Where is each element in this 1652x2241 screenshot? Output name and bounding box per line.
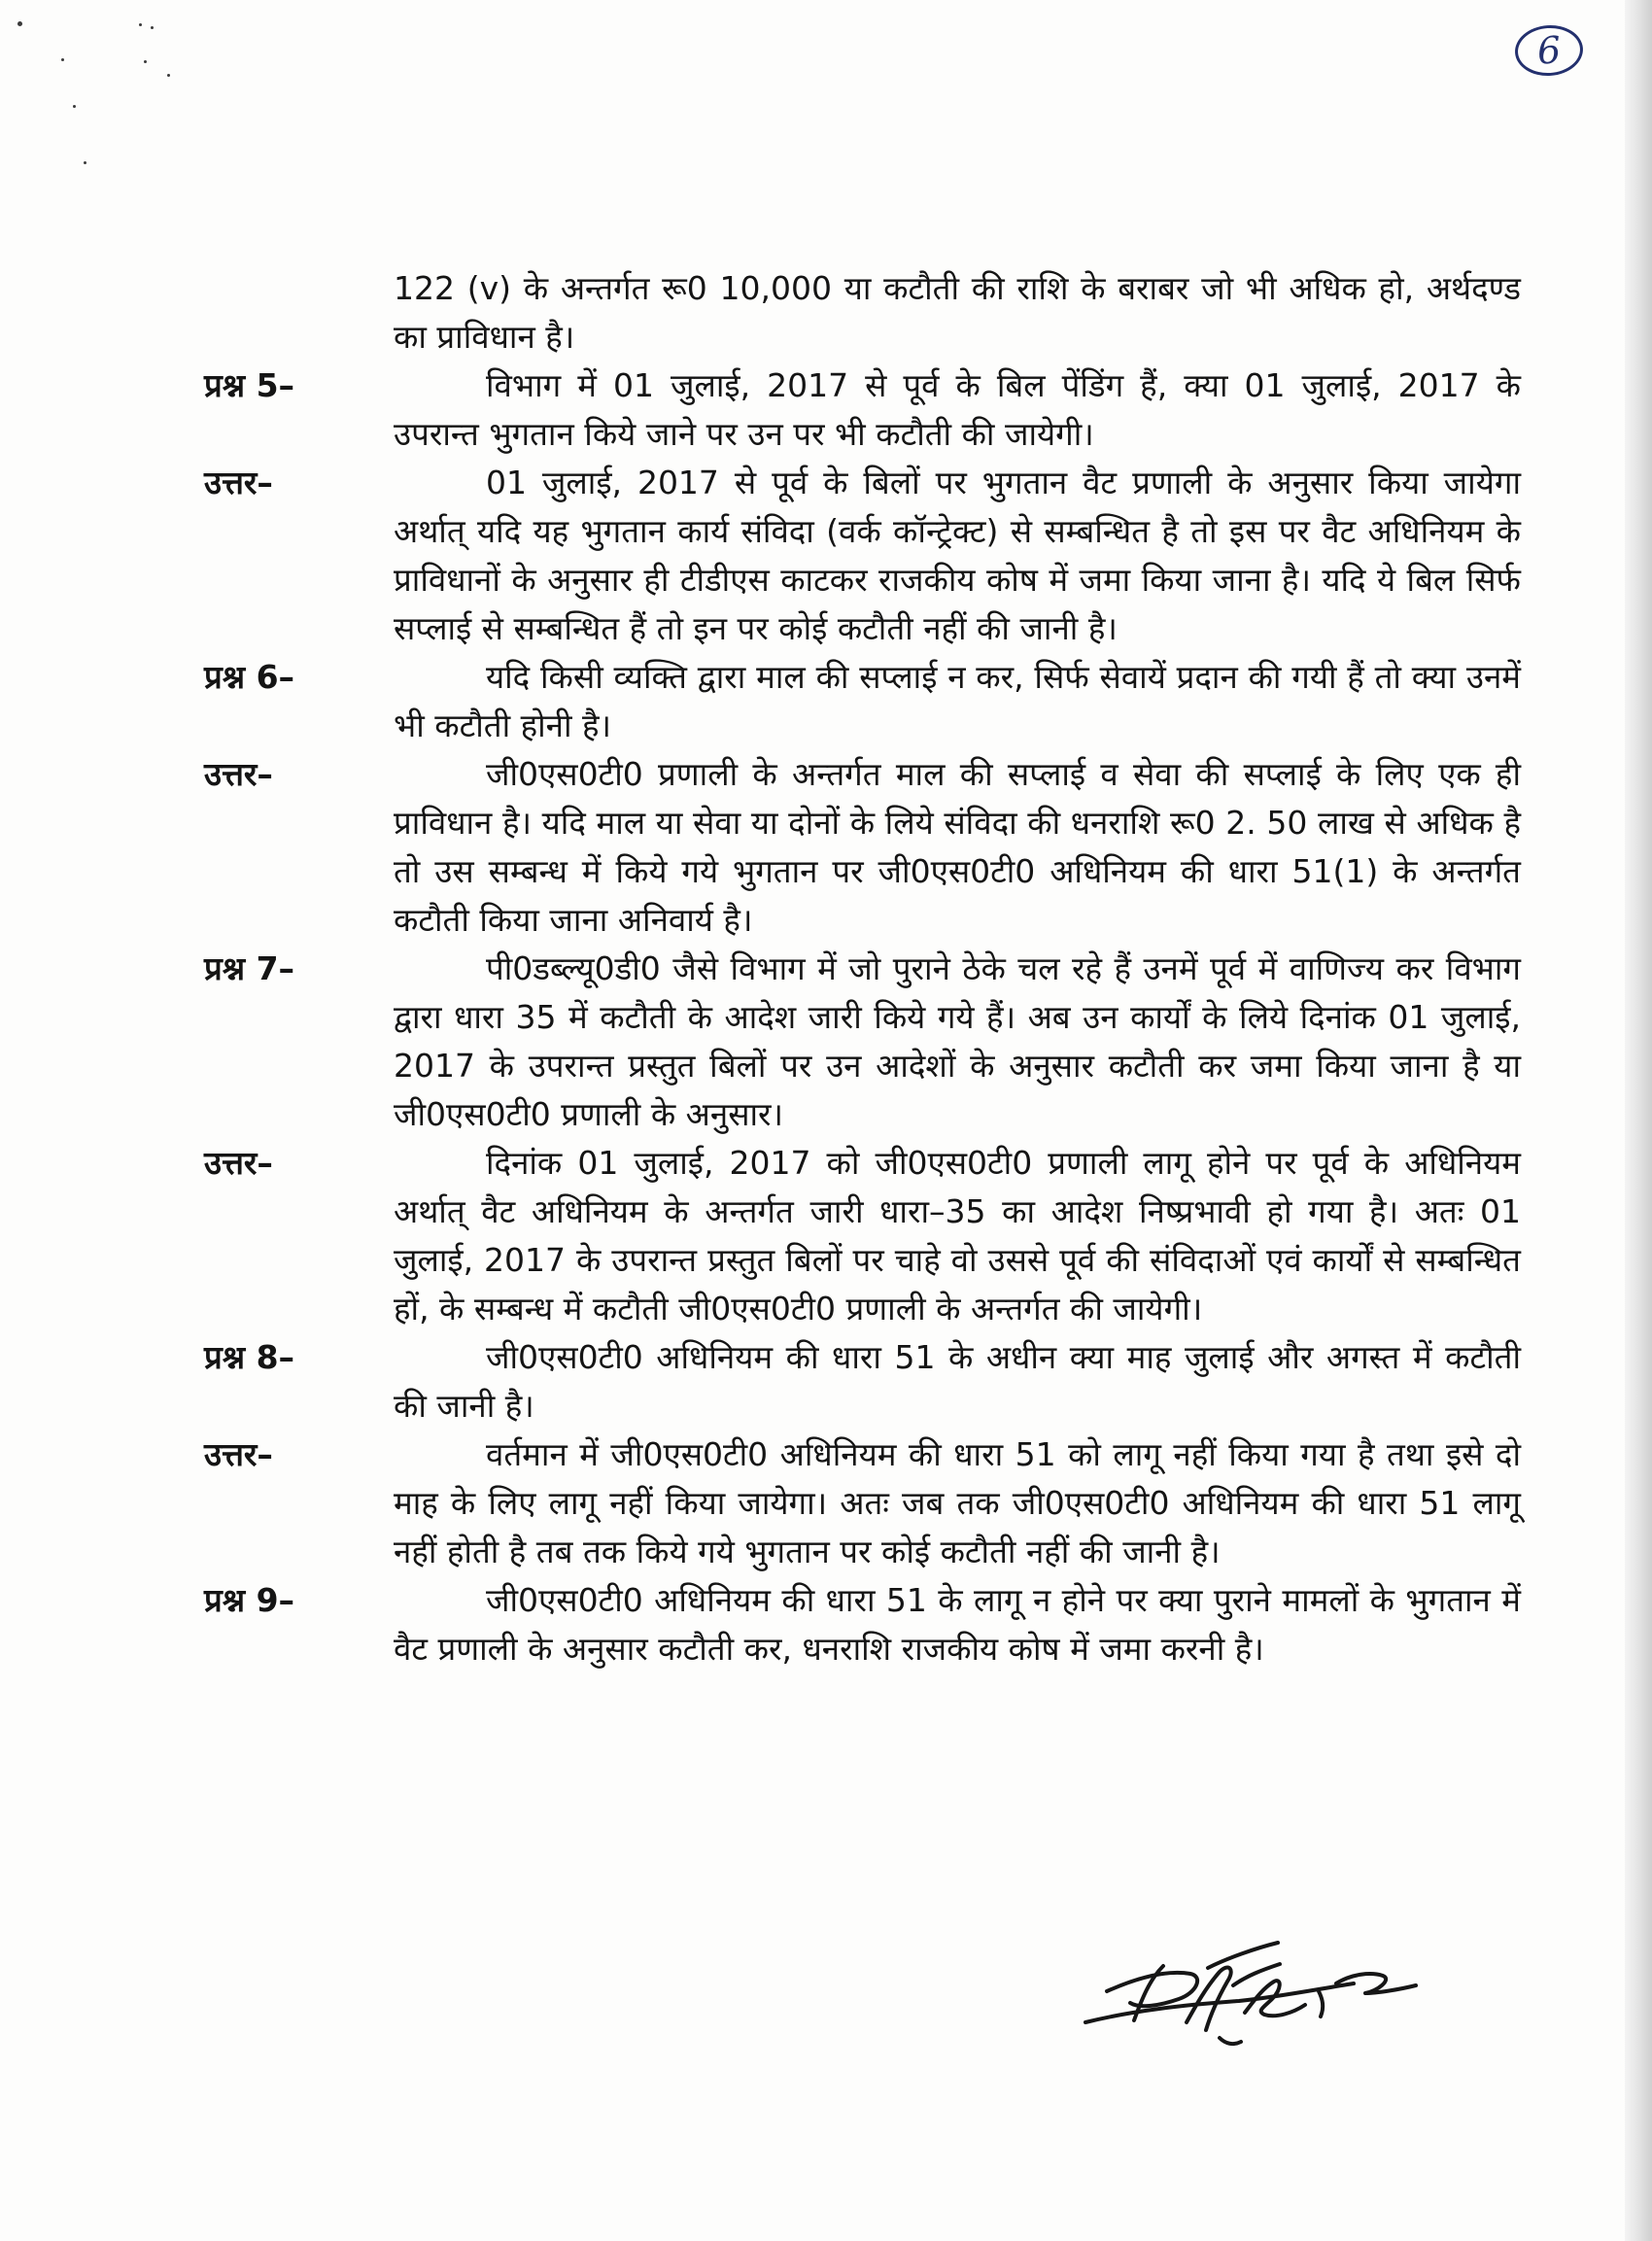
scan-speck	[151, 26, 154, 29]
question-label: प्रश्न 8–	[204, 1338, 295, 1376]
qa-block	[0, 1139, 1652, 1333]
scan-speck	[61, 58, 64, 61]
qa-block	[0, 459, 1652, 653]
question-label: प्रश्न 5–	[204, 366, 295, 404]
qa-block	[0, 1576, 1652, 1673]
question-text: जी0एस0टी0 अधिनियम की धारा 51 के लागू न होने पर क्या पुराने मामलों के भुगतान में वैट प्रणाली के अनुसार कटौती कर, धनराशि राजकीय कोष में जमा करनी है।	[394, 1581, 1521, 1668]
qa-block	[0, 362, 1652, 459]
qa-block	[0, 945, 1652, 1139]
answer-label: उत्तर–	[204, 464, 273, 501]
page-number: 6	[1513, 23, 1584, 79]
qa-block	[0, 653, 1652, 750]
scan-speck	[84, 161, 86, 164]
answer-text: दिनांक 01 जुलाई, 2017 को जी0एस0टी0 प्रणाली लागू होने पर पूर्व के अधिनियम अर्थात् वैट अधिनियम के अन्तर्गत जारी धारा–35 का आदेश निष्प्रभावी हो गया है। अतः 01 जुलाई, 2017 के उपरान्त प्रस्तुत बिलों पर चाहे वो उससे पूर्व की संविदाओं एवं कार्यों से सम्बन्धित हों, के सम्बन्ध में कटौती जी0एस0टी0 प्रणाली के अन्तर्गत की जायेगी।	[394, 1144, 1521, 1327]
scan-speck	[139, 23, 142, 26]
question-label: प्रश्न 6–	[204, 658, 295, 696]
scan-speck	[144, 60, 147, 63]
answer-label: उत्तर–	[204, 755, 273, 793]
document-body	[0, 264, 1652, 1673]
answer-label: उत्तर–	[204, 1144, 273, 1182]
question-label: प्रश्न 7–	[204, 949, 295, 987]
question-text: विभाग में 01 जुलाई, 2017 से पूर्व के बिल पेंडिंग हैं, क्या 01 जुलाई, 2017 के उपरान्त भुगतान किये जाने पर उन पर भी कटौती की जायेगी।	[394, 366, 1521, 453]
answer-label: उत्तर–	[204, 1435, 273, 1473]
intro-paragraph: 122 (v) के अन्तर्गत रू0 10,000 या कटौती की राशि के बराबर जो भी अधिक हो, अर्थदण्ड का प्राविधान है।	[394, 269, 1521, 356]
scan-speck	[17, 21, 22, 26]
qa-block	[0, 750, 1652, 945]
scan-speck	[73, 105, 76, 108]
answer-text: जी0एस0टी0 प्रणाली के अन्तर्गत माल की सप्लाई व सेवा की सप्लाई के लिए एक ही प्राविधान है। यदि माल या सेवा या दोनों के लिये संविदा की धनराशि रू0 2. 50 लाख से अधिक है तो उस सम्बन्ध में किये गये भुगतान पर जी0एस0टी0 अधिनियम की धारा 51(1) के अन्तर्गत कटौती किया जाना अनिवार्य है।	[394, 755, 1521, 939]
scan-speck	[167, 74, 170, 77]
answer-text: वर्तमान में जी0एस0टी0 अधिनियम की धारा 51 को लागू नहीं किया गया है तथा इसे दो माह के लिए लागू नहीं किया जायेगा। अतः जब तक जी0एस0टी0 अधिनियम की धारा 51 लागू नहीं होती है तब तक किये गये भुगतान पर कोई कटौती नहीं की जानी है।	[394, 1435, 1521, 1570]
question-text: जी0एस0टी0 अधिनियम की धारा 51 के अधीन क्या माह जुलाई और अगस्त में कटौती की जानी है।	[394, 1338, 1521, 1425]
qa-block	[0, 1431, 1652, 1576]
answer-text: 01 जुलाई, 2017 से पूर्व के बिलों पर भुगतान वैट प्रणाली के अनुसार किया जायेगा अर्थात् यदि यह भुगतान कार्य संविदा (वर्क कॉन्ट्रेक्ट) से सम्बन्धित है तो इस पर वैट अधिनियम के प्राविधानों के अनुसार ही टीडीएस काटकर राजकीय कोष में जमा किया जाना है। यदि ये बिल सिर्फ सप्लाई से सम्बन्धित हैं तो इन पर कोई कटौती नहीं की जानी है।	[394, 464, 1521, 647]
qa-block	[0, 1333, 1652, 1431]
question-text: पी0डब्ल्यू0डी0 जैसे विभाग में जो पुराने ठेके चल रहे हैं उनमें पूर्व में वाणिज्य कर विभाग द्वारा धारा 35 में कटौती के आदेश जारी किये गये हैं। अब उन कार्यों के लिये दिनांक 01 जुलाई, 2017 के उपरान्त प्रस्तुत बिलों पर उन आदेशों के अनुसार कटौती कर जमा किया जाना है या जी0एस0टी0 प्रणाली के अनुसार।	[394, 949, 1521, 1133]
handwritten-signature	[1074, 1929, 1424, 2055]
question-label: प्रश्न 9–	[204, 1581, 295, 1619]
question-text: यदि किसी व्यक्ति द्वारा माल की सप्लाई न कर, सिर्फ सेवायें प्रदान की गयी हैं तो क्या उनमें भी कटौती होनी है।	[394, 658, 1521, 744]
